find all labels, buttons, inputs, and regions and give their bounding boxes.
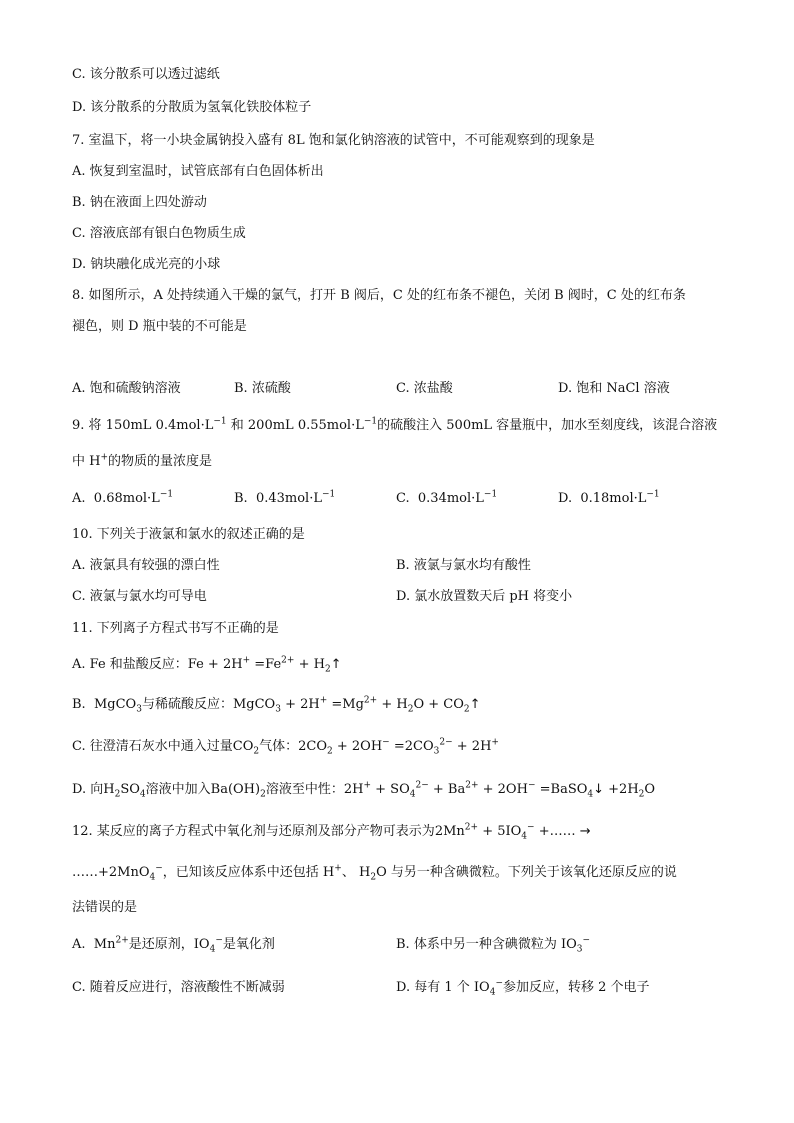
question-12-line2: ……+2MnO$_4$−，已知该反应体系中还包括 H+、 $H_2O$ 与另一种含碘微粒。下列关于该氧化还原反应的说 (72, 863, 677, 883)
option-8a: A. 饱和硫酸钠溶液 (72, 381, 181, 396)
option-11b: B. MgCO$_3$与稀硫酸反应：MgCO$_3$ + $2H^+ =Mg^{2+} + H_2O$ + $CO_2↑$ (72, 695, 481, 715)
question-11: 11. 下列离子方程式书写不正确的是 (72, 621, 279, 636)
option-8c: C. 浓盐酸 (396, 381, 453, 396)
option-7c: C. 溶液底部有银白色物质生成 (72, 226, 246, 241)
option-9d: D. $0.18mol\cdot L^{-1}$ (558, 489, 660, 506)
question-12-line1: 12. 某反应的离子方程式中氧化剂与还原剂及部分产物可表示为$2Mn^{2+} + 5IO_4^-$ +…… → (72, 822, 591, 842)
option-9b: B. $0.43mol\cdot L^{-1}$ (234, 489, 336, 506)
question-9-line2: 中 H+的物质的量浓度是 (72, 452, 213, 469)
question-10: 10. 下列关于液氯和氯水的叙述正确的是 (72, 527, 305, 542)
option-11d: D. 向$H_2SO_4$溶液中加入$Ba(OH)_2$溶液至中性：$2H^+ + SO_4^{2-} + Ba^{2+} + 2OH^-$ =BaSO$_4$↓ $+2H_2O$ (72, 780, 656, 800)
question-8-line2: 褪色，则 D 瓶中装的不可能是 (72, 319, 247, 334)
option-7a: A. 恢复到室温时，试管底部有白色固体析出 (72, 164, 324, 179)
option-12a: A. $Mn^{2+}$是还原剂，$IO_4^-$是氧化剂 (72, 935, 275, 955)
option-10d: D. 氯水放置数天后 pH 将变小 (396, 589, 573, 604)
option-9a: A. $0.68mol\cdot L^{-1}$ (72, 489, 174, 506)
option-10b: B. 液氯与氯水均有酸性 (396, 558, 531, 573)
option-10a: A. 液氯具有较强的漂白性 (72, 558, 220, 573)
option-7d: D. 钠块融化成光亮的小球 (72, 257, 221, 272)
option-7b: B. 钠在液面上四处游动 (72, 195, 207, 210)
question-12-line3: 法错误的是 (72, 900, 138, 915)
option-12c: C. 随着反应进行，溶液酸性不断减弱 (72, 980, 285, 995)
option-8b: B. 浓硫酸 (234, 381, 291, 396)
option-9c: C. $0.34mol\cdot L^{-1}$ (396, 489, 498, 506)
option-12b: B. 体系中另一种含碘微粒为 $IO_3^-$ (396, 935, 591, 955)
option-6c: C. 该分散系可以透过滤纸 (72, 67, 220, 82)
question-8-line1: 8. 如图所示，A 处持续通入干燥的氯气，打开 B 阀后，C 处的红布条不褪色，关闭 B 阀时，C 处的红布条 (72, 288, 686, 303)
question-7: 7. 室温下，将一小块金属钠投入盛有 8L 饱和氯化钠溶液的试管中，不可能观察到的现象是 (72, 133, 595, 148)
option-10c: C. 液氯与氯水均可导电 (72, 589, 207, 604)
question-9-line1: 9. 将 150mL $0.4mol\cdot L^{-1}$ 和 200mL $0.55mol\cdot L^{-1}$的硫酸注入 500mL 容量瓶中，加水至刻度线，该混合溶液 (72, 416, 718, 433)
option-12d: D. 每有 1 个 $IO_4^-$参加反应，转移 2 个电子 (396, 978, 650, 998)
option-8d: D. 饱和 NaCl 溶液 (558, 381, 670, 396)
option-11c: C. 往澄清石灰水中通入过量$CO_2$气体：$2CO_2 + 2OH^- =2CO_3^{2-} + 2H^+$ (72, 737, 499, 757)
option-6d: D. 该分散系的分散质为氢氧化铁胶体粒子 (72, 100, 312, 115)
option-11a: A. Fe 和盐酸反应：$Fe + 2H^+ =Fe^{2+}$ + $H_2↑$ (72, 655, 342, 675)
